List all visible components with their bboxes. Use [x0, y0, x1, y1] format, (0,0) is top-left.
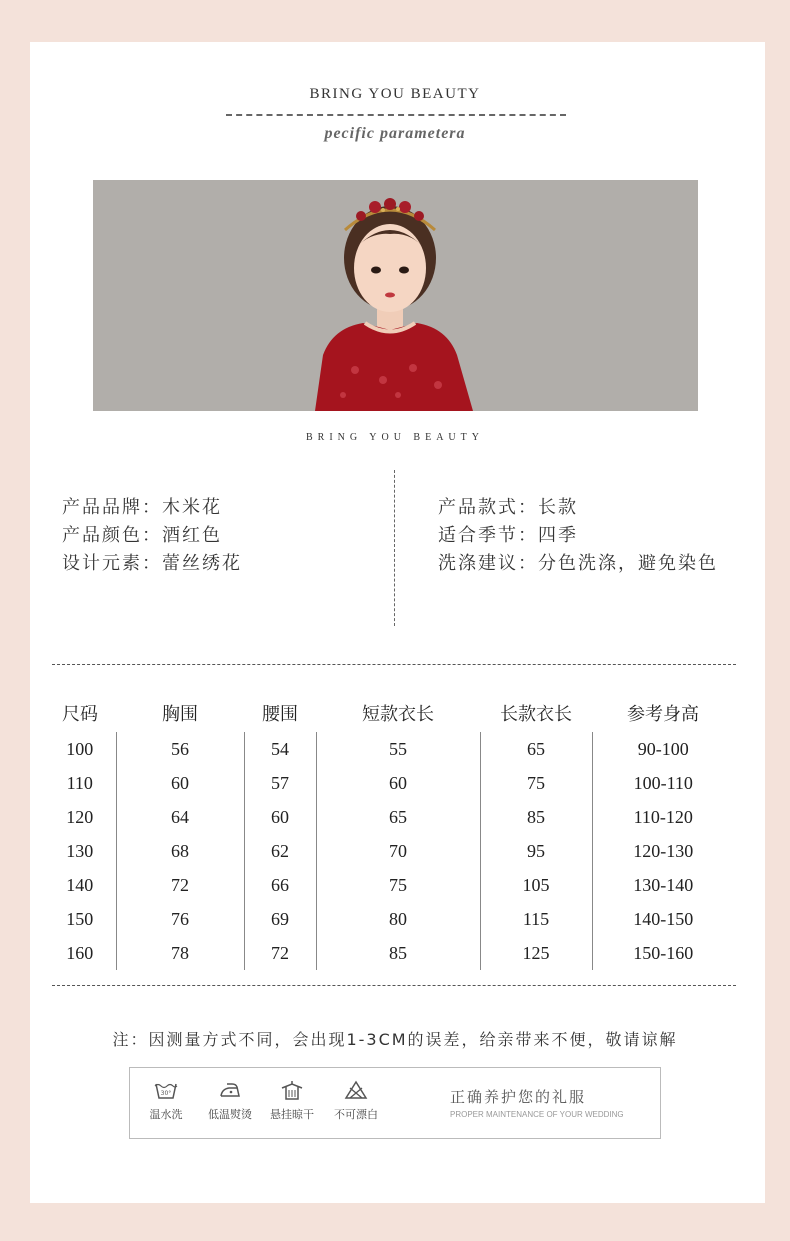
care-item-bleach	[326, 1080, 386, 1122]
photo-caption: BRING YOU BEAUTY	[306, 432, 484, 443]
table-row	[44, 834, 734, 868]
low-iron-icon	[218, 1080, 242, 1100]
cell-short-length: 80	[316, 902, 480, 936]
cell-height: 110-120	[633, 806, 693, 827]
cell-size: 160	[44, 936, 116, 970]
cell-height: 130-140	[633, 874, 694, 895]
care-label-hang: 悬挂晾干	[270, 1108, 314, 1121]
cell-long-length: 65	[480, 732, 592, 766]
cell-size: 100	[44, 732, 116, 766]
cell-waist: 66	[244, 868, 316, 902]
cell-long-length: 95	[480, 834, 592, 868]
cell-chest: 60	[116, 766, 244, 800]
cell-chest: 76	[116, 902, 244, 936]
care-subtitle: PROPER MAINTENANCE OF YOUR WEDDING	[450, 1110, 624, 1119]
spec-style: 产品款式：长款	[438, 497, 578, 518]
measurement-note: 注：因测量方式不同，会出现1-3CM的误差，给亲带来不便，敬请谅解	[112, 1030, 678, 1049]
table-row	[44, 902, 734, 936]
care-label-wash: 温水洗	[149, 1108, 183, 1121]
cell-height: 90-100	[637, 738, 689, 759]
cell-height: 120-130	[633, 840, 694, 861]
cell-chest: 78	[116, 936, 244, 970]
spec-washing: 洗涤建议：分色洗涤，避免染色	[438, 553, 718, 574]
cell-short-length: 70	[316, 834, 480, 868]
cell-chest: 64	[116, 800, 244, 834]
cell-height: 150-160	[633, 942, 694, 963]
care-item-iron	[200, 1080, 260, 1122]
header-title: BRING YOU BEAUTY	[309, 86, 481, 102]
specs-right	[438, 494, 718, 578]
table-row	[44, 800, 734, 834]
specs-left	[62, 494, 242, 578]
cell-size: 140	[44, 868, 116, 902]
header-height: 参考身高	[627, 704, 699, 725]
table-row	[44, 732, 734, 766]
cell-waist: 57	[244, 766, 316, 800]
cell-short-length: 75	[316, 868, 480, 902]
cell-long-length: 85	[480, 800, 592, 834]
cell-height: 100-110	[633, 772, 693, 793]
svg-text:30°: 30°	[160, 1090, 172, 1097]
header-long-length: 长款衣长	[500, 704, 572, 725]
header-chest: 胸围	[162, 704, 198, 725]
spec-divider	[394, 470, 395, 626]
header-subtitle: pecific parametera	[324, 125, 466, 142]
cell-long-length: 105	[480, 868, 592, 902]
table-top-divider	[52, 664, 736, 665]
care-title: 正确养护您的礼服	[450, 1088, 587, 1106]
care-item-hang	[262, 1080, 322, 1122]
header-waist: 腰围	[262, 704, 298, 725]
cell-short-length: 85	[316, 936, 480, 970]
cell-long-length: 75	[480, 766, 592, 800]
cell-waist: 62	[244, 834, 316, 868]
spec-design: 设计元素：蕾丝绣花	[62, 553, 242, 574]
table-row	[44, 766, 734, 800]
care-label-iron: 低温熨烫	[208, 1108, 252, 1121]
cell-long-length: 125	[480, 936, 592, 970]
spec-season: 适合季节：四季	[438, 525, 578, 546]
cell-waist: 54	[244, 732, 316, 766]
cell-short-length: 60	[316, 766, 480, 800]
cell-chest: 56	[116, 732, 244, 766]
care-item-wash	[136, 1080, 196, 1122]
cell-long-length: 115	[480, 902, 592, 936]
cell-size: 150	[44, 902, 116, 936]
cell-chest: 68	[116, 834, 244, 868]
care-label-bleach: 不可漂白	[334, 1108, 378, 1121]
cell-chest: 72	[116, 868, 244, 902]
size-table-header	[44, 694, 734, 732]
cell-waist: 60	[244, 800, 316, 834]
spec-color: 产品颜色：酒红色	[62, 525, 222, 546]
care-box	[129, 1067, 661, 1139]
cell-waist: 69	[244, 902, 316, 936]
product-photo	[93, 180, 698, 411]
cell-waist: 72	[244, 936, 316, 970]
table-row	[44, 868, 734, 902]
cell-height: 140-150	[633, 908, 694, 929]
header-size: 尺码	[62, 704, 98, 725]
cell-size: 110	[44, 766, 116, 800]
table-row	[44, 936, 734, 970]
cell-short-length: 55	[316, 732, 480, 766]
cell-short-length: 65	[316, 800, 480, 834]
table-bottom-divider	[52, 985, 736, 986]
warm-wash-icon	[154, 1080, 178, 1100]
hang-dry-icon	[280, 1080, 304, 1100]
cell-size: 130	[44, 834, 116, 868]
header-short-length: 短款衣长	[362, 704, 434, 725]
spec-brand: 产品品牌：木米花	[62, 497, 222, 518]
size-table	[44, 694, 734, 970]
cell-size: 120	[44, 800, 116, 834]
header-divider	[226, 114, 566, 116]
no-bleach-icon	[344, 1080, 368, 1100]
